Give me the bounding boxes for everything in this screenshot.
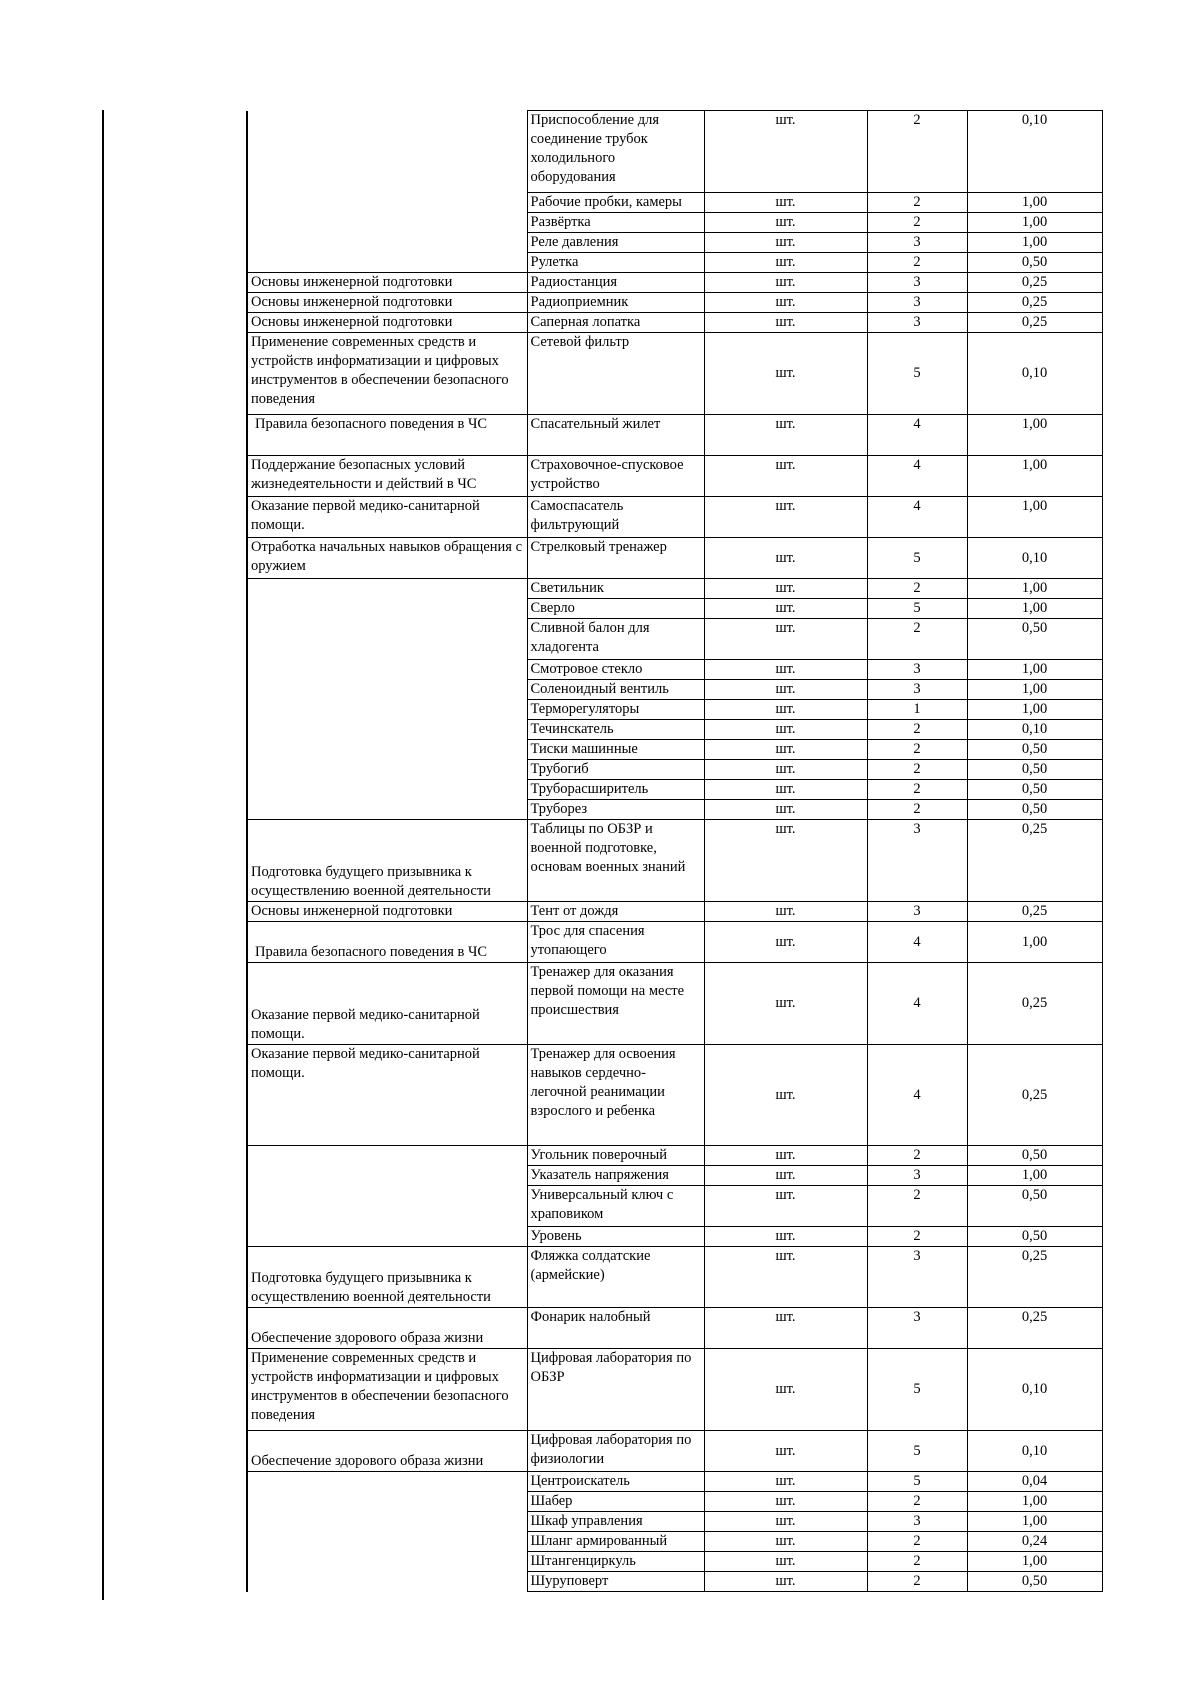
coefficient-cell: 1,00: [967, 233, 1102, 253]
equipment-table-body: [247, 111, 1102, 1592]
topic-cell: [247, 800, 527, 820]
table-row: [247, 1186, 1102, 1227]
quantity-cell: 2: [867, 193, 967, 213]
table-row: [247, 1247, 1102, 1308]
item-name-cell: Радиостанция: [527, 273, 704, 293]
item-name-cell: Течинскатель: [527, 720, 704, 740]
quantity-cell: 2: [867, 111, 967, 193]
unit-cell: шт.: [704, 922, 867, 963]
unit-cell: шт.: [704, 740, 867, 760]
item-name-cell: Терморегуляторы: [527, 700, 704, 720]
quantity-cell: 2: [867, 1492, 967, 1512]
table-row: [247, 497, 1102, 538]
table-row: [247, 1349, 1102, 1431]
quantity-cell: 2: [867, 780, 967, 800]
unit-cell: шт.: [704, 273, 867, 293]
coefficient-cell: 0,50: [967, 619, 1102, 660]
item-name-cell: Труборез: [527, 800, 704, 820]
coefficient-cell: 0,25: [967, 313, 1102, 333]
table-row: [247, 700, 1102, 720]
quantity-cell: 4: [867, 1045, 967, 1146]
unit-cell: шт.: [704, 820, 867, 902]
topic-cell: Подготовка будущего призывника к осуществлению военной деятельности: [247, 1247, 527, 1308]
unit-cell: шт.: [704, 800, 867, 820]
coefficient-cell: 0,25: [967, 1045, 1102, 1146]
topic-cell: [247, 700, 527, 720]
topic-cell: [247, 1472, 527, 1492]
table-row: [247, 415, 1102, 456]
unit-cell: шт.: [704, 213, 867, 233]
unit-cell: шт.: [704, 1166, 867, 1186]
table-row: [247, 253, 1102, 273]
coefficient-cell: 0,25: [967, 293, 1102, 313]
quantity-cell: 5: [867, 1431, 967, 1472]
topic-cell: [247, 1186, 527, 1227]
quantity-cell: 4: [867, 415, 967, 456]
coefficient-cell: 1,00: [967, 579, 1102, 599]
quantity-cell: 5: [867, 538, 967, 579]
quantity-cell: 5: [867, 1349, 967, 1431]
quantity-cell: 3: [867, 233, 967, 253]
coefficient-cell: 0,50: [967, 1146, 1102, 1166]
table-row: [247, 619, 1102, 660]
item-name-cell: Радиоприемник: [527, 293, 704, 313]
unit-cell: шт.: [704, 293, 867, 313]
unit-cell: шт.: [704, 660, 867, 680]
quantity-cell: 3: [867, 680, 967, 700]
table-row: [247, 111, 1102, 193]
table-row: [247, 273, 1102, 293]
quantity-cell: 3: [867, 293, 967, 313]
item-name-cell: Указатель напряжения: [527, 1166, 704, 1186]
item-name-cell: Сверло: [527, 599, 704, 619]
quantity-cell: 2: [867, 619, 967, 660]
quantity-cell: 2: [867, 720, 967, 740]
topic-cell: [247, 720, 527, 740]
unit-cell: шт.: [704, 1431, 867, 1472]
topic-cell: [247, 213, 527, 233]
topic-cell: [247, 1146, 527, 1166]
topic-cell: Применение современных средств и устройств информатизации и цифровых инструментов в обеспечении безопасного поведения: [247, 1349, 527, 1431]
coefficient-cell: 1,00: [967, 1552, 1102, 1572]
topic-cell: Обеспечение здорового образа жизни: [247, 1308, 527, 1349]
table-row: [247, 1227, 1102, 1247]
unit-cell: шт.: [704, 1146, 867, 1166]
topic-cell: Оказание первой медико-санитарной помощи.: [247, 497, 527, 538]
topic-cell: [247, 1552, 527, 1572]
item-name-cell: Тренажер для оказания первой помощи на месте происшествия: [527, 963, 704, 1045]
coefficient-cell: 0,10: [967, 720, 1102, 740]
topic-cell: [247, 253, 527, 273]
coefficient-cell: 0,25: [967, 1308, 1102, 1349]
table-row: [247, 780, 1102, 800]
coefficient-cell: 1,00: [967, 193, 1102, 213]
coefficient-cell: 1,00: [967, 497, 1102, 538]
unit-cell: шт.: [704, 415, 867, 456]
coefficient-cell: 0,10: [967, 538, 1102, 579]
table-row: [247, 1045, 1102, 1146]
coefficient-cell: 1,00: [967, 415, 1102, 456]
quantity-cell: 2: [867, 253, 967, 273]
coefficient-cell: 0,10: [967, 1431, 1102, 1472]
left-margin-line: [102, 110, 104, 1600]
coefficient-cell: 0,10: [967, 1349, 1102, 1431]
table-row: [247, 820, 1102, 902]
unit-cell: шт.: [704, 313, 867, 333]
topic-cell: Основы инженерной подготовки: [247, 313, 527, 333]
unit-cell: шт.: [704, 538, 867, 579]
item-name-cell: Светильник: [527, 579, 704, 599]
quantity-cell: 3: [867, 902, 967, 922]
item-name-cell: Трубогиб: [527, 760, 704, 780]
item-name-cell: Реле давления: [527, 233, 704, 253]
table-row: [247, 720, 1102, 740]
coefficient-cell: 1,00: [967, 1512, 1102, 1532]
table-row: [247, 233, 1102, 253]
table-row: [247, 963, 1102, 1045]
unit-cell: шт.: [704, 497, 867, 538]
topic-cell: [247, 579, 527, 599]
table-row: [247, 1146, 1102, 1166]
coefficient-cell: 0,50: [967, 780, 1102, 800]
quantity-cell: 3: [867, 1247, 967, 1308]
coefficient-cell: 1,00: [967, 680, 1102, 700]
table-row: [247, 740, 1102, 760]
table-row: [247, 902, 1102, 922]
unit-cell: шт.: [704, 193, 867, 213]
table-row: [247, 680, 1102, 700]
quantity-cell: 2: [867, 1146, 967, 1166]
unit-cell: шт.: [704, 599, 867, 619]
item-name-cell: Шуруповерт: [527, 1572, 704, 1592]
item-name-cell: Тиски машинные: [527, 740, 704, 760]
item-name-cell: Угольник поверочный: [527, 1146, 704, 1166]
item-name-cell: Самоспасатель фильтрующий: [527, 497, 704, 538]
item-name-cell: Цифровая лаборатория по ОБЗР: [527, 1349, 704, 1431]
item-name-cell: Цифровая лаборатория по физиологии: [527, 1431, 704, 1472]
table-row: [247, 1572, 1102, 1592]
unit-cell: шт.: [704, 111, 867, 193]
topic-cell: Подготовка будущего призывника к осуществлению военной деятельности: [247, 820, 527, 902]
item-name-cell: Развёртка: [527, 213, 704, 233]
coefficient-cell: 1,00: [967, 213, 1102, 233]
item-name-cell: Штангенциркуль: [527, 1552, 704, 1572]
unit-cell: шт.: [704, 1492, 867, 1512]
table-row: [247, 293, 1102, 313]
topic-cell: [247, 660, 527, 680]
unit-cell: шт.: [704, 1532, 867, 1552]
table-row: [247, 1552, 1102, 1572]
topic-cell: [247, 740, 527, 760]
table-row: [247, 313, 1102, 333]
coefficient-cell: 0,25: [967, 1247, 1102, 1308]
item-name-cell: Уровень: [527, 1227, 704, 1247]
item-name-cell: Тент от дождя: [527, 902, 704, 922]
item-name-cell: Шланг армированный: [527, 1532, 704, 1552]
item-name-cell: Шкаф управления: [527, 1512, 704, 1532]
unit-cell: шт.: [704, 720, 867, 740]
unit-cell: шт.: [704, 1186, 867, 1227]
topic-cell: [247, 1492, 527, 1512]
quantity-cell: 3: [867, 820, 967, 902]
item-name-cell: Страховочное-спусковое устройство: [527, 456, 704, 497]
coefficient-cell: 0,04: [967, 1472, 1102, 1492]
topic-cell: [247, 193, 527, 213]
coefficient-cell: 1,00: [967, 660, 1102, 680]
topic-cell: [247, 680, 527, 700]
item-name-cell: Рулетка: [527, 253, 704, 273]
topic-cell: Правила безопасного поведения в ЧС: [247, 922, 527, 963]
quantity-cell: 3: [867, 1512, 967, 1532]
quantity-cell: 2: [867, 579, 967, 599]
item-name-cell: Труборасширитель: [527, 780, 704, 800]
quantity-cell: 5: [867, 1472, 967, 1492]
unit-cell: шт.: [704, 579, 867, 599]
quantity-cell: 2: [867, 1532, 967, 1552]
table-row: [247, 660, 1102, 680]
item-name-cell: Соленоидный вентиль: [527, 680, 704, 700]
unit-cell: шт.: [704, 760, 867, 780]
quantity-cell: 5: [867, 333, 967, 415]
unit-cell: шт.: [704, 1472, 867, 1492]
unit-cell: шт.: [704, 1572, 867, 1592]
table-row: [247, 1472, 1102, 1492]
unit-cell: шт.: [704, 902, 867, 922]
coefficient-cell: 0,24: [967, 1532, 1102, 1552]
table-row: [247, 213, 1102, 233]
quantity-cell: 2: [867, 1227, 967, 1247]
quantity-cell: 4: [867, 497, 967, 538]
coefficient-cell: 0,50: [967, 800, 1102, 820]
topic-cell: Обеспечение здорового образа жизни: [247, 1431, 527, 1472]
topic-cell: Основы инженерной подготовки: [247, 273, 527, 293]
topic-cell: [247, 1532, 527, 1552]
unit-cell: шт.: [704, 253, 867, 273]
topic-cell: [247, 1512, 527, 1532]
unit-cell: шт.: [704, 1247, 867, 1308]
coefficient-cell: 1,00: [967, 1166, 1102, 1186]
unit-cell: шт.: [704, 1045, 867, 1146]
unit-cell: шт.: [704, 233, 867, 253]
table-row: [247, 333, 1102, 415]
unit-cell: шт.: [704, 963, 867, 1045]
quantity-cell: 2: [867, 1552, 967, 1572]
table-row: [247, 1308, 1102, 1349]
coefficient-cell: 1,00: [967, 456, 1102, 497]
topic-cell: [247, 599, 527, 619]
quantity-cell: 3: [867, 660, 967, 680]
table-row: [247, 456, 1102, 497]
topic-cell: Оказание первой медико-санитарной помощи.: [247, 963, 527, 1045]
item-name-cell: Стрелковый тренажер: [527, 538, 704, 579]
quantity-cell: 4: [867, 963, 967, 1045]
topic-cell: Применение современных средств и устройств информатизации и цифровых инструментов в обеспечении безопасного поведения: [247, 333, 527, 415]
coefficient-cell: 0,25: [967, 273, 1102, 293]
quantity-cell: 3: [867, 273, 967, 293]
topic-cell: [247, 760, 527, 780]
table-row: [247, 1532, 1102, 1552]
item-name-cell: Сливной балон для хладогента: [527, 619, 704, 660]
table-row: [247, 800, 1102, 820]
quantity-cell: 2: [867, 740, 967, 760]
topic-cell: [247, 1227, 527, 1247]
table-row: [247, 193, 1102, 213]
coefficient-cell: 0,25: [967, 963, 1102, 1045]
unit-cell: шт.: [704, 1308, 867, 1349]
coefficient-cell: 0,50: [967, 740, 1102, 760]
topic-cell: [247, 1572, 527, 1592]
item-name-cell: Саперная лопатка: [527, 313, 704, 333]
item-name-cell: Фонарик налобный: [527, 1308, 704, 1349]
topic-cell: [247, 1166, 527, 1186]
coefficient-cell: 0,50: [967, 760, 1102, 780]
item-name-cell: Фляжка солдатские (армейские): [527, 1247, 704, 1308]
table-row: [247, 922, 1102, 963]
topic-cell: Правила безопасного поведения в ЧС: [247, 415, 527, 456]
item-name-cell: Трос для спасения утопающего: [527, 922, 704, 963]
coefficient-cell: 1,00: [967, 922, 1102, 963]
table-row: [247, 1166, 1102, 1186]
quantity-cell: 3: [867, 1166, 967, 1186]
quantity-cell: 2: [867, 760, 967, 780]
coefficient-cell: 1,00: [967, 599, 1102, 619]
topic-cell: Основы инженерной подготовки: [247, 902, 527, 922]
quantity-cell: 2: [867, 1186, 967, 1227]
unit-cell: шт.: [704, 1227, 867, 1247]
coefficient-cell: 1,00: [967, 700, 1102, 720]
quantity-cell: 1: [867, 700, 967, 720]
equipment-table: [246, 110, 1103, 1592]
topic-cell: [247, 780, 527, 800]
unit-cell: шт.: [704, 456, 867, 497]
coefficient-cell: 0,50: [967, 1572, 1102, 1592]
quantity-cell: 2: [867, 800, 967, 820]
item-name-cell: Центроискатель: [527, 1472, 704, 1492]
quantity-cell: 2: [867, 213, 967, 233]
quantity-cell: 4: [867, 456, 967, 497]
quantity-cell: 3: [867, 313, 967, 333]
item-name-cell: Смотровое стекло: [527, 660, 704, 680]
coefficient-cell: 0,10: [967, 111, 1102, 193]
coefficient-cell: 1,00: [967, 1492, 1102, 1512]
unit-cell: шт.: [704, 780, 867, 800]
unit-cell: шт.: [704, 1552, 867, 1572]
item-name-cell: Шабер: [527, 1492, 704, 1512]
quantity-cell: 5: [867, 599, 967, 619]
unit-cell: шт.: [704, 619, 867, 660]
item-name-cell: Сетевой фильтр: [527, 333, 704, 415]
item-name-cell: Таблицы по ОБЗР и военной подготовке, основам военных знаний: [527, 820, 704, 902]
coefficient-cell: 0,25: [967, 820, 1102, 902]
coefficient-cell: 0,10: [967, 333, 1102, 415]
table-row: [247, 1492, 1102, 1512]
topic-cell: [247, 233, 527, 253]
table-row: [247, 599, 1102, 619]
item-name-cell: Универсальный ключ с храповиком: [527, 1186, 704, 1227]
unit-cell: шт.: [704, 1512, 867, 1532]
topic-cell: Оказание первой медико-санитарной помощи.: [247, 1045, 527, 1146]
topic-cell: [247, 111, 527, 193]
table-row: [247, 1431, 1102, 1472]
table-row: [247, 579, 1102, 599]
coefficient-cell: 0,50: [967, 1186, 1102, 1227]
coefficient-cell: 0,50: [967, 1227, 1102, 1247]
topic-cell: Основы инженерной подготовки: [247, 293, 527, 313]
coefficient-cell: 0,25: [967, 902, 1102, 922]
item-name-cell: Тренажер для освоения навыков сердечно-легочной реанимации взрослого и ребенка: [527, 1045, 704, 1146]
quantity-cell: 3: [867, 1308, 967, 1349]
unit-cell: шт.: [704, 680, 867, 700]
topic-cell: [247, 619, 527, 660]
unit-cell: шт.: [704, 333, 867, 415]
item-name-cell: Приспособление для соединение трубок холодильного оборудования: [527, 111, 704, 193]
quantity-cell: 2: [867, 1572, 967, 1592]
table-row: [247, 760, 1102, 780]
coefficient-cell: 0,50: [967, 253, 1102, 273]
topic-cell: Поддержание безопасных условий жизнедеятельности и действий в ЧС: [247, 456, 527, 497]
quantity-cell: 4: [867, 922, 967, 963]
unit-cell: шт.: [704, 1349, 867, 1431]
table-row: [247, 1512, 1102, 1532]
topic-cell: Отработка начальных навыков обращения с оружием: [247, 538, 527, 579]
table-row: [247, 538, 1102, 579]
item-name-cell: Рабочие пробки, камеры: [527, 193, 704, 213]
item-name-cell: Спасательный жилет: [527, 415, 704, 456]
unit-cell: шт.: [704, 700, 867, 720]
